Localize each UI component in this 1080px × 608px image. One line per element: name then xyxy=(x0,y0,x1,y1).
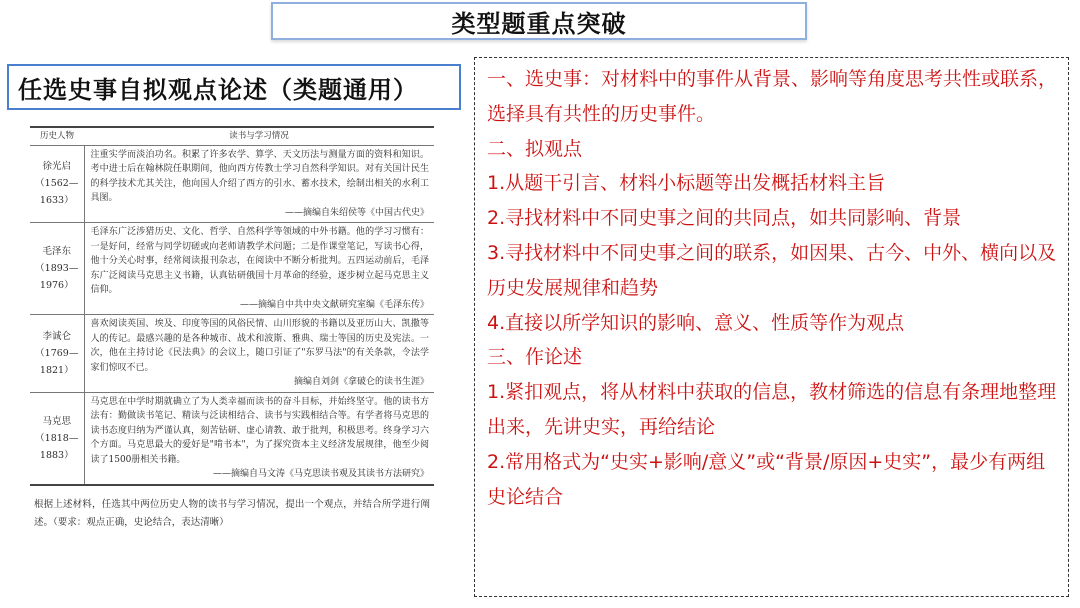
question-prompt: 根据上述材料，任选其中两位历史人物的读书与学习情况，提出一个观点，并结合所学进行阐述。（要求：观点正确，史论结合，表达清晰） xyxy=(34,498,430,528)
table-row xyxy=(30,223,434,315)
slide-title: 类型题重点突破 xyxy=(271,2,807,40)
reading-cell xyxy=(84,145,434,223)
person-name: 毛泽东 xyxy=(42,246,71,257)
note-item: 2.寻找材料中不同史事之间的共同点，如共同影响、背景 xyxy=(487,207,962,230)
reading-source: ——摘编自中共中央文献研究室编《毛泽东传》 xyxy=(239,299,429,310)
person-years: （1562—1633） xyxy=(35,178,79,207)
section-subtitle: 任选史事自拟观点论述（类题通用） xyxy=(7,64,461,110)
reading-text: 马克思在中学时期就确立了为人类幸福而读书的奋斗目标，并始终坚守。他的读书方法有：勤做读书笔记、精读与泛读相结合、读书与实践相结合等。有学者将马克思的读书态度归纳为严谨认真，刻苦钻研、虚心请教、敢于批判，积极思考。终身学习六个方面。马克思最大的爱好是"啃书本"，为了探究资本主义经济发展规律，他至少阅读了1500册相关书籍。 xyxy=(90,396,429,465)
table-header-row xyxy=(30,127,434,145)
reading-cell xyxy=(84,223,434,315)
person-name: 徐光启 xyxy=(42,161,71,173)
note-step-3-heading: 三、作论述 xyxy=(487,346,583,369)
person-name: 李诚仑 xyxy=(42,330,71,342)
reading-text: 毛泽东广泛涉猎历史、文化、哲学、自然科学等领域的中外书籍。他的学习习惯有：一是好问，经常与同学切磋或向老师请教学术问题；二是作课堂笔记，写读书心得，他十分关心时事，经常阅读报刊杂志，在阅读中不断分析批判。五四运动前后，毛泽东广泛阅读马克思主义书籍，认真钻研俄国十月革命的经验，逐步树立起马克思主义信仰。 xyxy=(90,227,429,295)
person-cell xyxy=(30,223,84,315)
source-material-document xyxy=(30,126,434,546)
reading-text: 注重实学而淡泊功名。积累了许多农学、算学、天文历法与测量方面的资料和知识。考中进士后在翰林院任职期间，他向西方传教士学习自然科学知识。对有关国计民生的科学技术尤其关注，他向国人介绍了西方的引水、蓄水技术，绘制出相关的水利工具图。 xyxy=(90,149,429,203)
table-row xyxy=(30,315,434,393)
note-item: 1.从题干引言、材料小标题等出发概括材料主旨 xyxy=(487,172,886,195)
reading-table xyxy=(30,126,434,486)
person-cell xyxy=(30,145,84,223)
method-notes-box xyxy=(474,57,1069,597)
reading-cell xyxy=(84,315,434,393)
table-row xyxy=(30,145,434,223)
person-years: （1893—1976） xyxy=(35,263,79,291)
table-row xyxy=(30,392,434,485)
note-step-1-select-events: 一、选史事：对材料中的事件从背景、影响等角度思考共性或联系，选择具有共性的历史事件。 xyxy=(487,68,1058,125)
header-reading: 读书与学习情况 xyxy=(84,127,434,145)
person-cell xyxy=(30,392,84,485)
header-person: 历史人物 xyxy=(30,127,84,145)
note-item: 4.直接以所学知识的影响、意义、性质等作为观点 xyxy=(487,311,905,334)
note-item: 1.紧扣观点，将从材料中获取的信息，教材筛选的信息有条理地整理出来，先讲史实，再给结论 xyxy=(487,381,1057,438)
person-cell xyxy=(30,315,84,393)
person-name: 马克思 xyxy=(42,415,71,427)
reading-cell xyxy=(84,392,434,485)
note-step-2-heading: 二、拟观点 xyxy=(487,137,583,160)
reading-source: ——摘编自朱绍侯等《中国古代史》 xyxy=(284,207,429,218)
note-item: 2.常用格式为“史实+影响/意义”或“背景/原因+史实”，最少有两组史论结合 xyxy=(487,450,1046,508)
reading-source: 摘编自刘剑《拿破仑的读书生涯》 xyxy=(293,377,429,387)
reading-text: 喜欢阅读英国、埃及、印度等国的风俗民情、山川形貌的书籍以及亚历山大、凯撒等人的传记。最感兴趣的是各种城市、战术和波斯、雅典、瑞士等国的历史及宪法。一次，他在主持讨论《民法典》的会议上，随口引证了"东罗马法"的有关条款，令法学家们惊叹不已。 xyxy=(90,319,429,373)
reading-source: ——摘编自马文涛《马克思读书观及其读书方法研究》 xyxy=(212,469,429,479)
person-years: （1818—1883） xyxy=(35,432,79,461)
note-item: 3.寻找材料中不同史事之间的联系，如因果、古今、中外、横向以及历史发展规律和趋势 xyxy=(487,241,1057,299)
person-years: （1769—1821） xyxy=(35,347,79,376)
